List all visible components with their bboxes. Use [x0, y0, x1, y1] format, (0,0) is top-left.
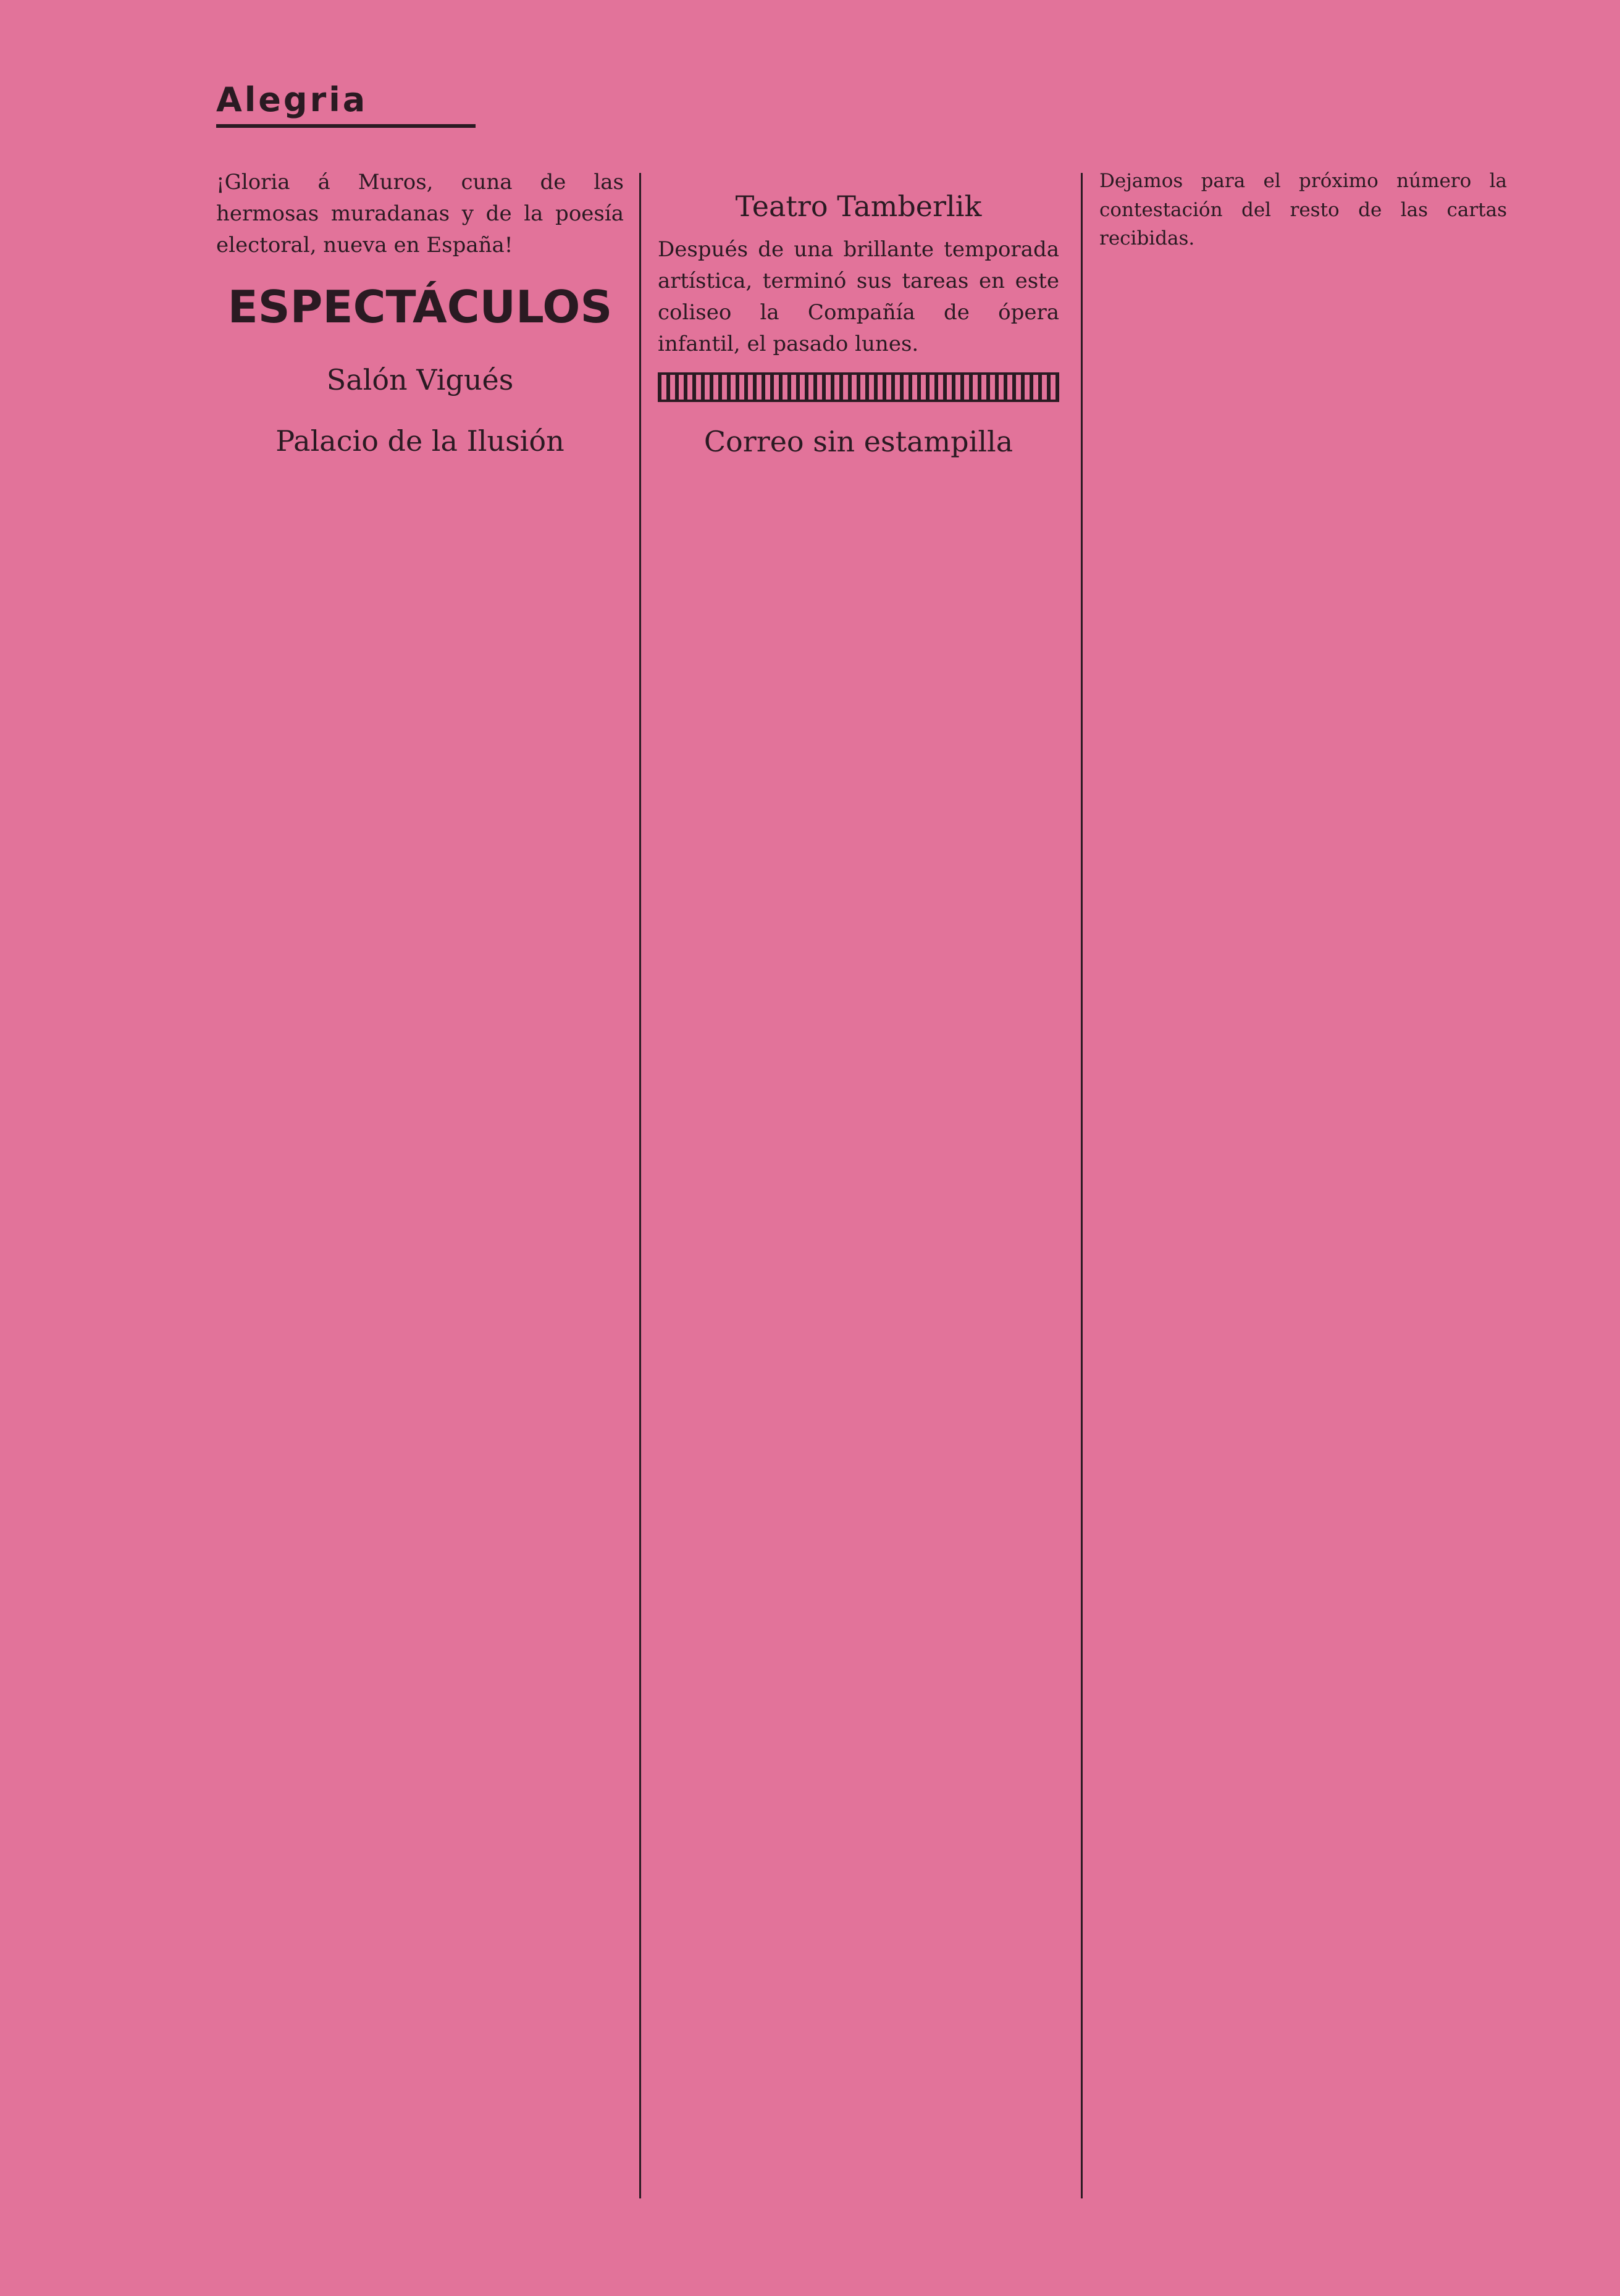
section-title: Correo sin estampilla [703, 425, 1014, 458]
section-subtitle: Salón Vigués [326, 363, 514, 396]
column-2 [658, 167, 1059, 469]
ornamental-divider [658, 372, 1059, 402]
column-rule [1081, 173, 1083, 2198]
masthead-title: Alegria [216, 80, 368, 119]
closing-paragraph: ¡Gloria á Muros, cuna de las hermosas muradanas y de la poesía electoral, nueva en España! [216, 170, 624, 258]
masthead-rule [216, 124, 476, 128]
section-title: Palacio de la Ilusión [275, 424, 564, 458]
masthead [216, 80, 476, 128]
section-title: ESPECTÁCULOS [227, 281, 613, 333]
article-paragraph: Después de una brillante temporada artística, terminó sus tareas en este coliseo la Compañía de ópera infantil, el pasado lunes. [658, 237, 1059, 356]
column-rule [639, 173, 641, 2198]
section-title: Teatro Tamberlik [735, 190, 982, 223]
closing-paragraph: Dejamos para el próximo número la contestación del resto de las cartas recibidas. [1099, 170, 1507, 249]
column-3 [1099, 167, 1507, 263]
column-1 [216, 167, 624, 469]
